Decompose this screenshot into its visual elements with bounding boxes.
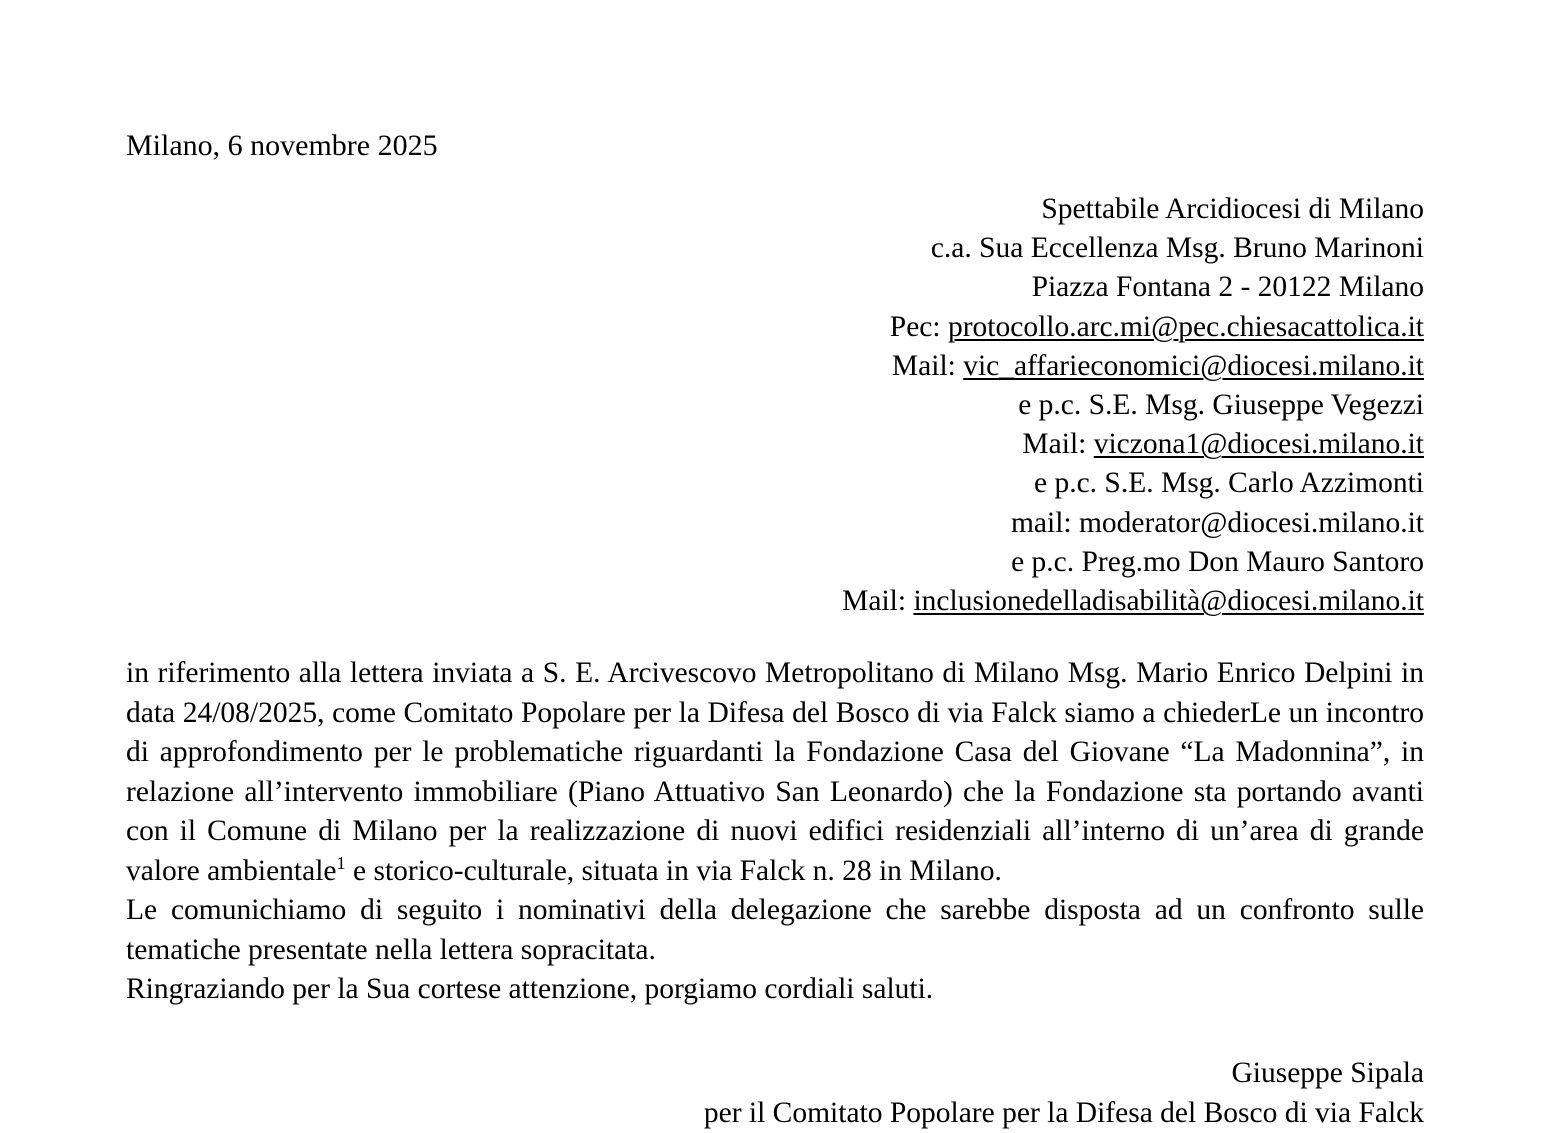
- cc-azzimonti: e p.c. S.E. Msg. Carlo Azzimonti: [1033, 467, 1424, 500]
- date-line: Milano, 6 novembre 2025: [126, 129, 438, 162]
- contact-line-pec: [126, 308, 1424, 347]
- signature-role: per il Comitato Popolare per la Difesa del Bosco di via Falck: [703, 1096, 1424, 1129]
- letter-body: [126, 654, 1424, 1010]
- email-link-affarieconomici[interactable]: vic_affarieconomici@diocesi.milano.it: [963, 349, 1424, 382]
- email-link-moderator[interactable]: moderator@diocesi.milano.it: [1078, 506, 1424, 539]
- body-paragraph-2: Le comunichiamo di seguito i nominativi della delegazione che sarebbe disposta ad un confronto sulle tematiche presentate nella lettera sopracitata.: [126, 894, 1424, 966]
- signature-name: Giuseppe Sipala: [1231, 1056, 1424, 1089]
- contact-label-mail-inclusione: Mail:: [842, 585, 914, 618]
- letter-content: [126, 0, 1424, 1133]
- cc-vegezzi: e p.c. S.E. Msg. Giuseppe Vegezzi: [1018, 389, 1424, 422]
- footnote-reference-marker[interactable]: 1: [336, 852, 346, 873]
- recipient-organization: Spettabile Arcidiocesi di Milano: [1041, 193, 1424, 225]
- contact-label-mail-moderator: mail:: [1010, 506, 1079, 539]
- email-link-viczona1[interactable]: viczona1@diocesi.milano.it: [1093, 428, 1424, 461]
- body-paragraph-1-text-a: in riferimento alla lettera inviata a S. E. Arcivescovo Metropolitano di Milano Msg. Mario Enrico Delpini in data 24/08/2025, come Comitato Popolare per la Difesa del Bosco di via Falck siamo a chiederLe un incontro di approfondimento per le problematiche riguardanti la Fondazione Casa del Giovane “La Madonnina”, in relazione all’intervento immobiliare (Piano Attuativo San Leonardo) che la Fondazione sta portando avanti con il Comune di Milano per la realizzazione di nuovi edifici residenziali all’interno di un’area di grande valore ambientale: [126, 657, 1424, 887]
- email-link-pec[interactable]: protocollo.arc.mi@pec.chiesacattolica.it: [947, 310, 1424, 343]
- signature-block: [126, 1053, 1424, 1133]
- email-link-inclusione[interactable]: inclusionedelladisabilità@diocesi.milano.it: [913, 585, 1424, 618]
- recipient-block: [126, 190, 1424, 621]
- body-paragraph-3: Ringraziando per la Sua cortese attenzione, porgiamo cordiali saluti.: [126, 973, 934, 1006]
- contact-line-moderator: [126, 504, 1424, 543]
- body-paragraph-1-text-b: e storico-culturale, situata in via Falck n. 28 in Milano.: [345, 854, 1002, 887]
- body-paragraph-1: [126, 654, 1424, 891]
- contact-label-mail-affarieconomici: Mail:: [891, 349, 964, 382]
- contact-label-mail-viczona1: Mail:: [1022, 428, 1094, 461]
- contact-line-inclusione: [126, 582, 1424, 621]
- contact-line-viczona1: [126, 425, 1424, 464]
- contact-label-pec: Pec:: [889, 310, 948, 343]
- recipient-attention: c.a. Sua Eccellenza Msg. Bruno Marinoni: [930, 232, 1424, 265]
- recipient-address: Piazza Fontana 2 - 20122 Milano: [1031, 271, 1424, 304]
- contact-line-affarieconomici: [126, 347, 1424, 386]
- cc-santoro: e p.c. Preg.mo Don Mauro Santoro: [1011, 545, 1424, 578]
